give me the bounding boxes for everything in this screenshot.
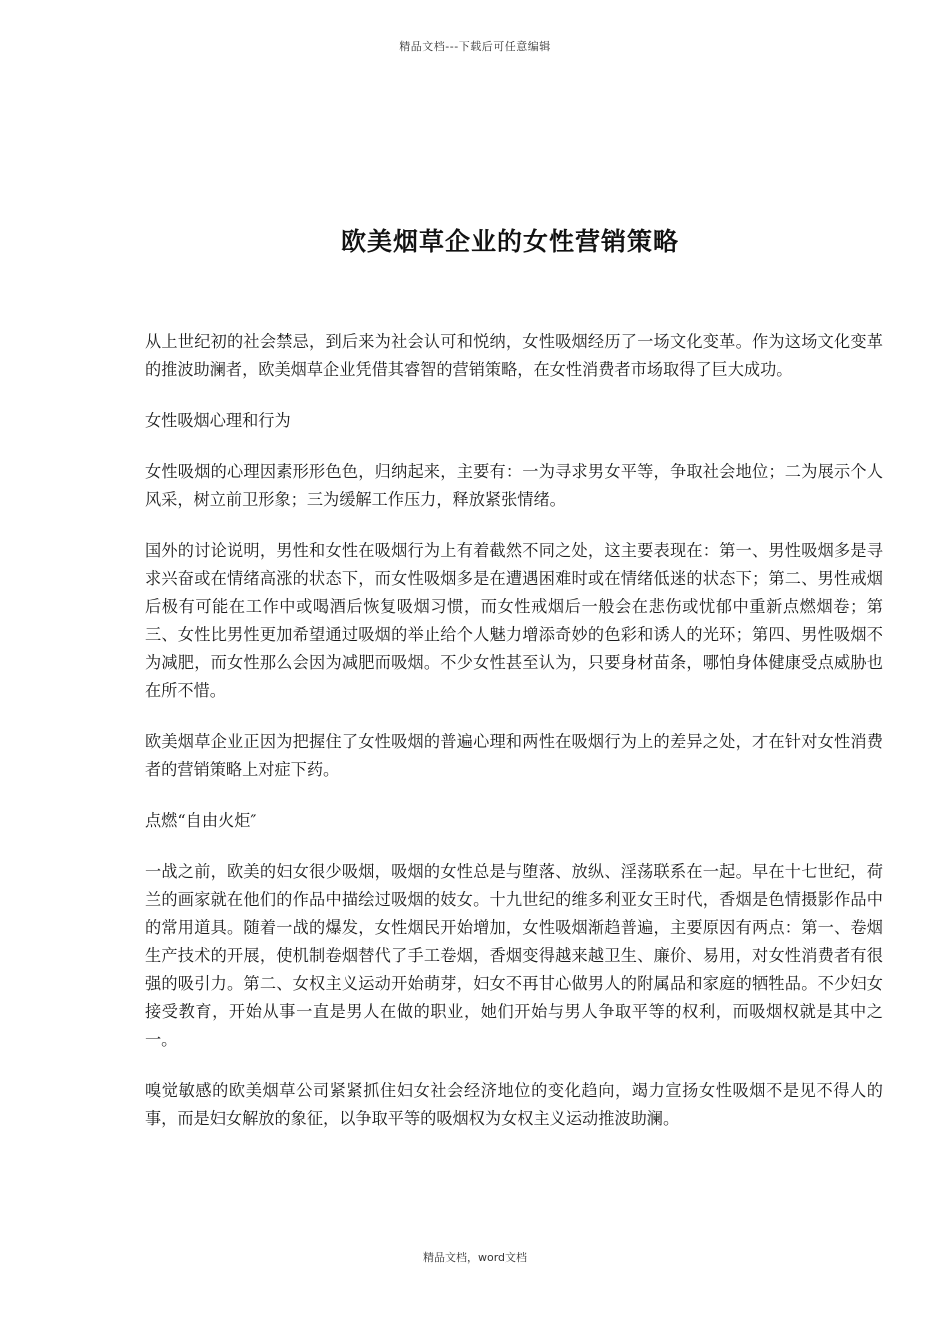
section-heading-psychology: 女性吸烟心理和行为 (145, 411, 291, 430)
page-footer: 精品文档，word文档 (422, 1251, 528, 1264)
intro-paragraph: 从上世纪初的社会禁忌，到后来为社会认可和悦纳，女性吸烟经历了一场文化变革。作为这场文化变革的推波助澜者，欧美烟草企业凭借其睿智的营销策略，在女性消费者市场取得了巨大成功。 (145, 332, 883, 379)
page-header: 精品文档---下载后可任意编辑 (399, 40, 551, 53)
body-paragraph: 嗅觉敏感的欧美烟草公司紧紧抓住妇女社会经济地位的变化趋向，竭力宣扬女性吸烟不是见不得人的事，而是妇女解放的象征，以争取平等的吸烟权为女权主义运动推波助澜。 (145, 1081, 883, 1128)
document-title: 欧美烟草企业的女性营销策略 (340, 227, 679, 256)
body-paragraph: 女性吸烟的心理因素形形色色，归纳起来，主要有：一为寻求男女平等，争取社会地位；二为展示个人风采，树立前卫形象；三为缓解工作压力，释放紧张情绪。 (145, 462, 883, 509)
body-paragraph: 国外的讨论说明，男性和女性在吸烟行为上有着截然不同之处，这主要表现在：第一、男性吸烟多是寻求兴奋或在情绪高涨的状态下，而女性吸烟多是在遭遇困难时或在情绪低迷的状态下；第二、男性戒烟后极有可能在工作中或喝酒后恢复吸烟习惯，而女性戒烟后一般会在悲伤或忧郁中重新点燃烟卷；第三、女性比男性更加希望通过吸烟的举止给个人魅力增添奇妙的色彩和诱人的光环；第四、男性吸烟不为减肥，而女性那么会因为减肥而吸烟。不少女性甚至认为，只要身材苗条，哪怕身体健康受点威胁也在所不惜。 (145, 541, 883, 700)
section-heading-freedom-torch: 点燃“自由火炬″ (145, 811, 257, 830)
body-paragraph: 一战之前，欧美的妇女很少吸烟，吸烟的女性总是与堕落、放纵、淫荡联系在一起。早在十七世纪，荷兰的画家就在他们的作品中描绘过吸烟的妓女。十九世纪的维多利亚女王时代，香烟是色情摄影作品中的常用道具。随着一战的爆发，女性烟民开始增加，女性吸烟渐趋普遍，主要原因有两点：第一、卷烟生产技术的开展，使机制卷烟替代了手工卷烟，香烟变得越来越卫生、廉价、易用，对女性消费者有很强的吸引力。第二、女权主义运动开始萌芽，妇女不再甘心做男人的附属品和家庭的牺牲品。不少妇女接受教育，开始从事一直是男人在做的职业，她们开始与男人争取平等的权利，而吸烟权就是其中之一。 (145, 862, 883, 1049)
document-body (145, 328, 883, 1156)
body-paragraph: 欧美烟草企业正因为把握住了女性吸烟的普遍心理和两性在吸烟行为上的差异之处，才在针对女性消费者的营销策略上对症下药。 (145, 732, 883, 779)
